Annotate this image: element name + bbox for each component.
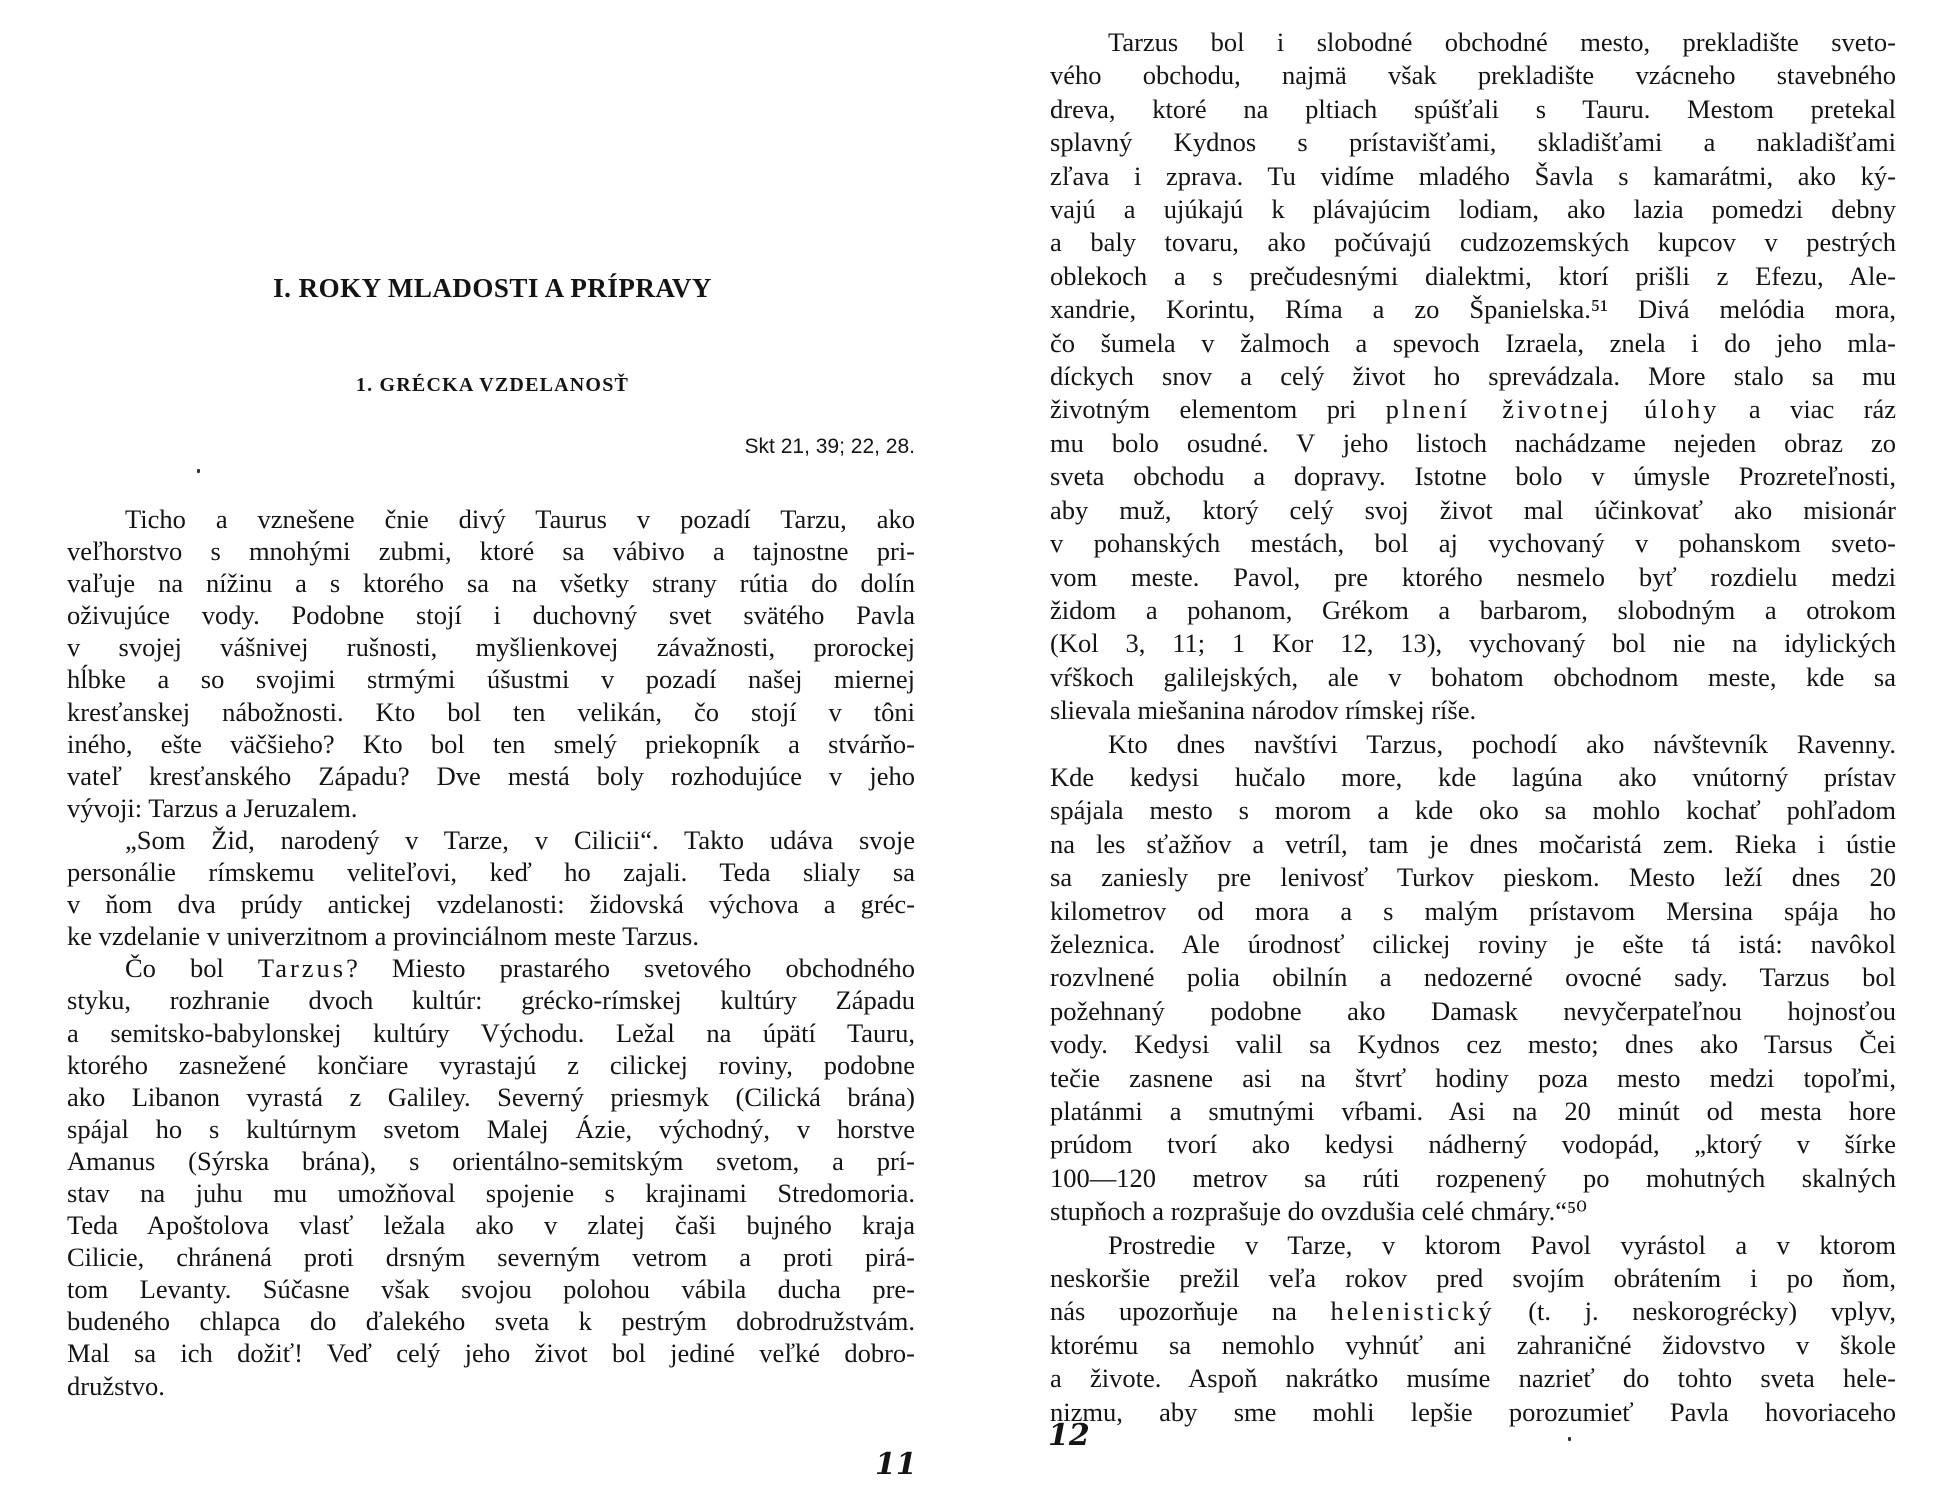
left-page-body — [67, 503, 915, 1402]
text-line: Prostredie v Tarze, v ktorom Pavol vyrástol a v ktorom — [1108, 1229, 1896, 1260]
text-line: tečie zasnene asi na štvrť hodiny poza mesto medzi topoľmi, — [1050, 1062, 1896, 1093]
text-line: sveta obchodu a dopravy. Istotne bolo v úmysle Prozreteľnosti, — [1050, 461, 1896, 492]
text-line: Kto dnes navštívi Tarzus, pochodí ako návštevník Ravenny. — [1108, 728, 1896, 759]
text-line: dreva, ktoré na pltiach spúšťali s Tauru. Mestom pretekal — [1050, 93, 1896, 124]
text-line: Kde kedysi hučalo more, kde lagúna ako vnútorný prístav — [1050, 761, 1896, 792]
text-line: (Kol 3, 11; 1 Kor 12, 13), vychovaný bol nie na idylických — [1050, 628, 1896, 659]
text-line: družstvo. — [67, 1370, 165, 1401]
text-line: styku, rozhranie dvoch kultúr: grécko-rímskej kultúry Západu — [67, 985, 915, 1016]
text-line: ktorému sa nemohlo vyhnúť ani zahraničné židovstvo v škole — [1050, 1329, 1896, 1360]
text-line: kilometrov od mora a s malým prístavom Mersina spája ho — [1050, 895, 1896, 926]
text-line: mu bolo osudné. V jeho listoch nachádzame nejeden obraz zo — [1050, 427, 1896, 458]
text-line: aby muž, ktorý celý svoj život mal účinkovať ako misionár — [1050, 494, 1896, 525]
text-line: v ňom dva prúdy antickej vzdelanosti: židovská výchova a gréc- — [67, 889, 915, 920]
text-line: zľava i zprava. Tu vidíme mladého Šavla s kamarátmi, ako ký- — [1050, 160, 1896, 191]
text-line: Teda Apoštolova vlasť ležala ako v zlatej čaši bujného kraja — [67, 1210, 915, 1241]
text-line: ktorého zasnežené končiare vyrastajú z cilickej roviny, podobne — [67, 1049, 915, 1080]
text-line: Čo bol Tarzus? Miesto prastarého svetového obchodného — [125, 953, 915, 984]
text-line: čo šumela v žalmoch a spevoch Izraela, znela i do jeho mla- — [1050, 327, 1896, 358]
text-line: 100—120 metrov sa rúti rozpenený po mohutných skalných — [1050, 1162, 1896, 1193]
text-line: ke vzdelanie v univerzitnom a provinciálnom meste Tarzus. — [67, 921, 699, 952]
text-line: slievala miešanina národov rímskej ríše. — [1050, 695, 1477, 726]
text-line: vateľ kresťanského Západu? Dve mestá boly rozhodujúce v jeho — [67, 760, 915, 791]
text-line: životným elementom pri plnení životnej úlohy a viac ráz — [1050, 394, 1896, 425]
page-number-right: 12 — [1048, 1418, 1090, 1453]
text-line: Cilicie, chránená proti drsným severným vetrom a proti pirá- — [67, 1242, 915, 1273]
text-line: v pohanských mestách, bol aj vychovaný v pohanskom sveto- — [1050, 528, 1896, 559]
text-line: železnica. Ale úrodnosť cilickej roviny je ešte tá istá: navôkol — [1050, 928, 1896, 959]
text-line: nás upozorňuje na helenistický (t. j. neskorogrécky) vplyv, — [1050, 1296, 1896, 1327]
text-line: hĺbke a so svojimi strmými úšustmi v pozadí našej miernej — [67, 664, 915, 695]
text-line: vŕškoch galilejských, ale v bohatom obchodnom meste, kde sa — [1050, 661, 1896, 692]
text-line: nizmu, aby sme mohli lepšie porozumieť Pavla hovoriaceho — [1050, 1396, 1896, 1427]
text-line: oživujúce vody. Podobne stojí i duchovný svet svätého Pavla — [67, 600, 915, 631]
emphasized-text: helenistický — [1330, 1296, 1495, 1327]
section-title: 1. GRÉCKA VZDELANOSŤ — [355, 374, 630, 396]
text-line: rozvlnené polia obilnín a nedozerné ovocné sady. Tarzus bol — [1050, 962, 1896, 993]
text-line: spájal ho s kultúrnym svetom Malej Ázie, východný, v horstve — [67, 1113, 915, 1144]
text-line: oblekoch a s prečudesnými dialektmi, ktorí prišli z Efezu, Ale- — [1050, 260, 1896, 291]
right-page-body — [1050, 26, 1896, 1429]
text-line: židom a pohanom, Grékom a barbarom, slobodným a otrokom — [1050, 594, 1896, 625]
chapter-title: I. ROKY MLADOSTI A PRÍPRAVY — [273, 273, 712, 303]
page-number-left: 11 — [875, 1447, 917, 1482]
text-line: tom Levanty. Súčasne však svojou polohou vábila ducha pre- — [67, 1274, 915, 1305]
text-line: spájala mesto s morom a kde oko sa mohlo kochať pohľadom — [1050, 795, 1896, 826]
text-line: vaľuje na nížinu a s ktorého sa na všetky strany rútia do dolín — [67, 568, 915, 599]
text-line: vývoji: Tarzus a Jeruzalem. — [67, 792, 358, 823]
text-line: a živote. Aspoň nakrátko musíme nazrieť do tohto sveta hele- — [1050, 1363, 1896, 1394]
text-line: vého obchodu, najmä však prekladište vzácneho stavebného — [1050, 60, 1896, 91]
scan-speck — [1568, 1437, 1571, 1441]
text-line: vajú a ujúkajú k plávajúcim lodiam, ako lazia pomedzi debny — [1050, 194, 1896, 225]
text-line: neskoršie prežil veľa rokov pred svojím obrátením i po ňom, — [1050, 1263, 1896, 1294]
text-line: vom meste. Pavol, pre ktorého nesmelo byť rozdielu medzi — [1050, 561, 1896, 592]
text-line: stav na juhu mu umožňoval spojenie s krajinami Stredomoria. — [67, 1177, 915, 1208]
text-line: na les sťažňov a vetríl, tam je dnes močaristá zem. Rieka i ústie — [1050, 828, 1896, 859]
scripture-reference: Skt 21, 39; 22, 28. — [744, 435, 915, 458]
text-line: veľhorstvo s mnohými zubmi, ktoré sa vábivo a tajnostne pri- — [67, 536, 915, 567]
text-line: platánmi a smutnými vŕbami. Asi na 20 minút od mesta hore — [1050, 1096, 1896, 1126]
text-line: budeného chlapca do ďalekého sveta k pestrým dobrodružstvám. — [67, 1306, 915, 1337]
text-line: kresťanskej nábožnosti. Kto bol ten velikán, čo stojí v tôni — [67, 696, 915, 727]
text-line: Amanus (Sýrska brána), s orientálno-semitským svetom, a prí- — [67, 1145, 915, 1176]
text-line: vody. Kedysi valil sa Kydnos cez mesto; dnes ako Tarsus Čei — [1050, 1029, 1896, 1060]
text-line: ako Libanon vyrastá z Galiley. Severný priesmyk (Cilická brána) — [67, 1081, 915, 1112]
text-line: Ticho a vznešene čnie divý Taurus v pozadí Tarzu, ako — [125, 504, 915, 534]
text-line: sa zaniesly pre lenivosť Turkov pieskom. Mesto leží dnes 20 — [1050, 862, 1896, 893]
text-line: v svojej vášnivej rušnosti, myšlienkovej závažnosti, prorockej — [67, 632, 915, 663]
text-line: díckych snov a celý život ho sprevádzala. More stalo sa mu — [1050, 361, 1896, 392]
text-line: a semitsko-babylonskej kultúry Východu. Ležal na úpätí Tauru, — [67, 1017, 915, 1048]
right-page — [978, 0, 1956, 1500]
text-line: Mal sa ich dožiť! Veď celý jeho život bol jediné veľké dobro- — [67, 1338, 915, 1369]
text-line: „Som Žid, narodený v Tarze, v Cilicii“. Takto udáva svoje — [125, 824, 915, 855]
text-line: stupňoch a rozprašuje do ovzdušia celé chmáry.“⁵⁰ — [1050, 1196, 1587, 1227]
text-line: a baly tovaru, ako počúvajú cudzozemských kupcov v pestrých — [1050, 227, 1896, 258]
scan-speck — [197, 469, 200, 473]
text-line: personálie rímskemu veliteľovi, keď ho zajali. Teda slialy sa — [67, 857, 915, 888]
emphasized-text: Tarzus — [257, 953, 347, 984]
text-line: splavný Kydnos s prístavišťami, skladišťami a nakladišťami — [1050, 127, 1896, 158]
text-line: xandrie, Korintu, Ríma a zo Španielska.⁵¹ Divá melódia mora, — [1050, 294, 1896, 325]
emphasized-text: plnení životnej úlohy — [1385, 394, 1720, 425]
text-line: Tarzus bol i slobodné obchodné mesto, prekladište sveto- — [1108, 27, 1896, 57]
text-line: prúdom tvorí ako kedysi nádherný vodopád, „ktorý v šírke — [1050, 1129, 1896, 1160]
text-line: požehnaný podobne ako Damask nevyčerpateľnou hojnosťou — [1050, 995, 1896, 1026]
text-line: iného, ešte väčšieho? Kto bol ten smelý priekopník a stvárňo- — [67, 728, 915, 759]
